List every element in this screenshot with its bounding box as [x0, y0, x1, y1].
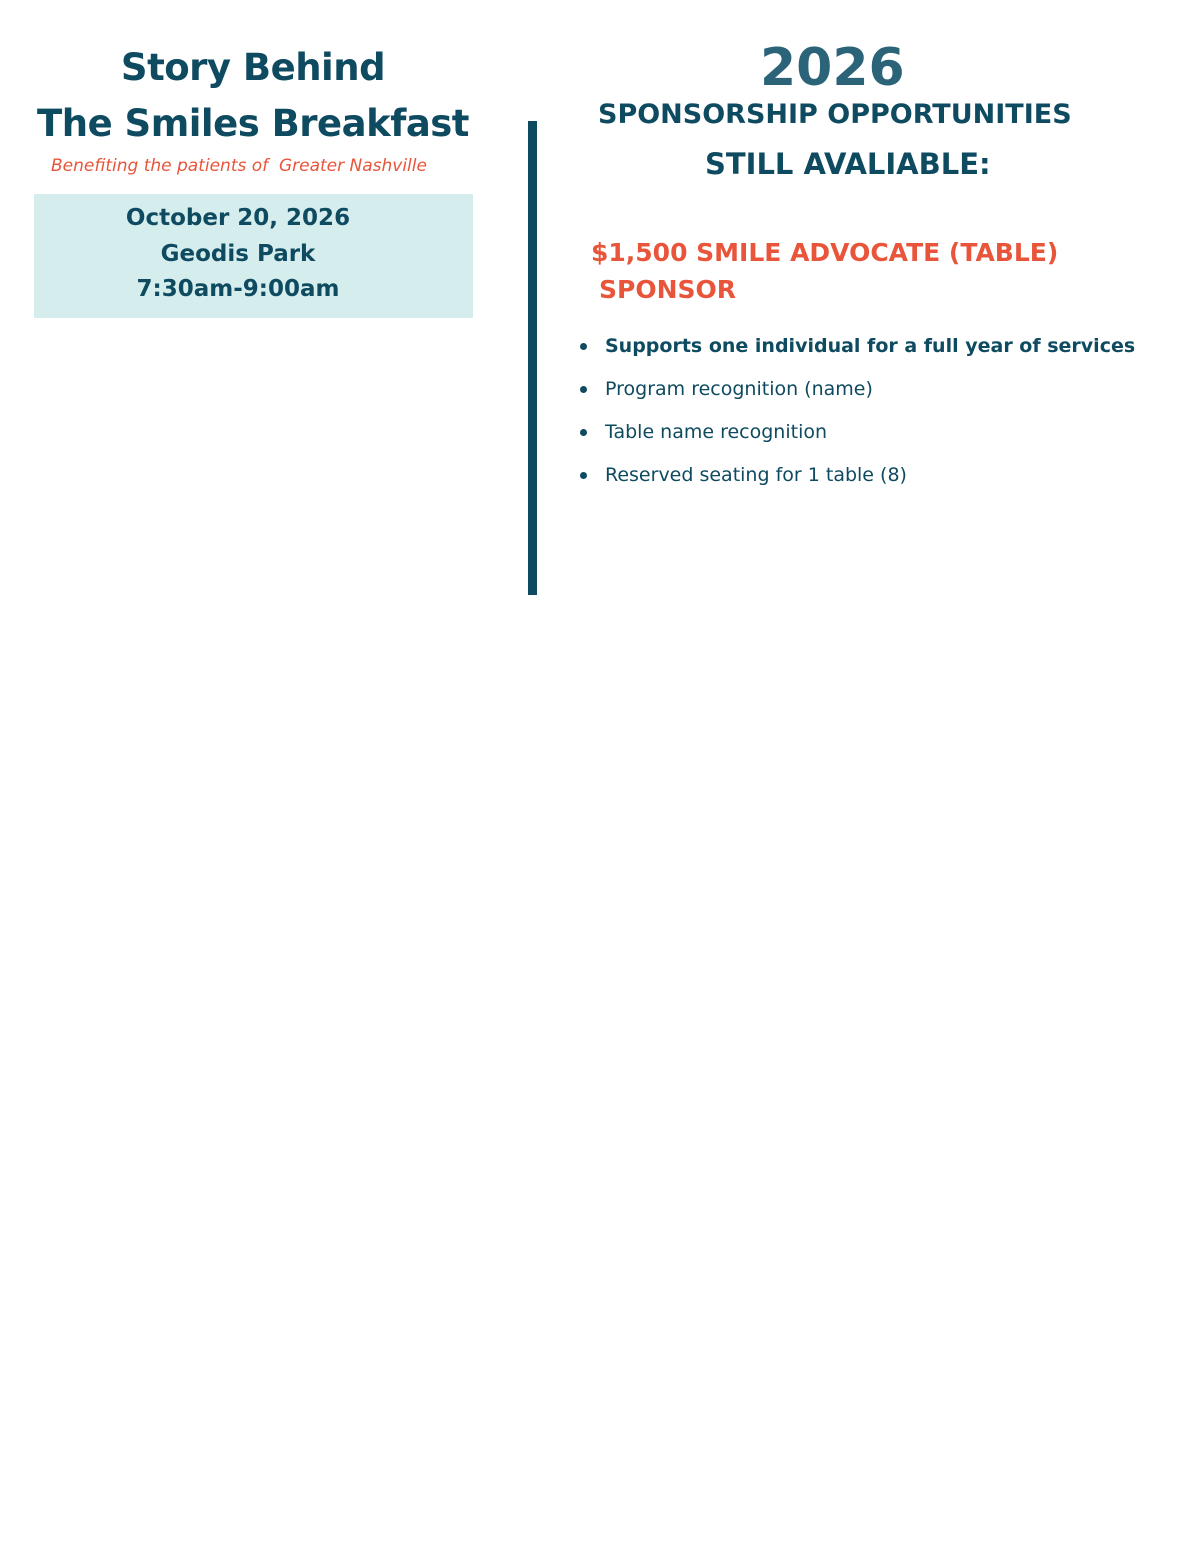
bullet-icon [580, 343, 587, 350]
benefit-text: Supports one individual for a full year of services [605, 335, 1136, 357]
vertical-divider [528, 121, 537, 595]
event-title-line-2: The Smiles Breakfast [36, 102, 469, 145]
sponsorship-year: 2026 [760, 38, 905, 98]
bullet-icon [580, 386, 587, 393]
event-date: October 20, 2026 [125, 205, 351, 231]
sponsorship-heading-line-2: STILL AVALIABLE: [705, 147, 991, 181]
benefit-item [578, 419, 1135, 462]
event-subtitle: Benefiting the patients of Greater Nashville [51, 156, 427, 176]
bullet-icon [580, 472, 587, 479]
benefit-item [578, 333, 1135, 376]
benefit-item [578, 376, 1135, 419]
bullet-icon [580, 429, 587, 436]
event-venue: Geodis Park [160, 241, 316, 267]
benefit-text: Reserved seating for 1 table (8) [605, 464, 907, 486]
event-title-line-1: Story Behind [120, 46, 386, 89]
sponsorship-heading-line-1: SPONSORSHIP OPPORTUNITIES [598, 99, 1072, 130]
benefit-text: Table name recognition [605, 421, 828, 443]
event-details-box [34, 194, 473, 318]
sponsor-tier-title-line-1: $1,500 SMILE ADVOCATE (TABLE) [591, 238, 1059, 267]
benefit-text: Program recognition (name) [605, 378, 873, 400]
event-time: 7:30am-9:00am [136, 276, 340, 302]
sponsor-tier-title-line-2: SPONSOR [599, 275, 737, 304]
sponsor-benefits-list [578, 333, 1135, 505]
benefit-item [578, 462, 1135, 505]
